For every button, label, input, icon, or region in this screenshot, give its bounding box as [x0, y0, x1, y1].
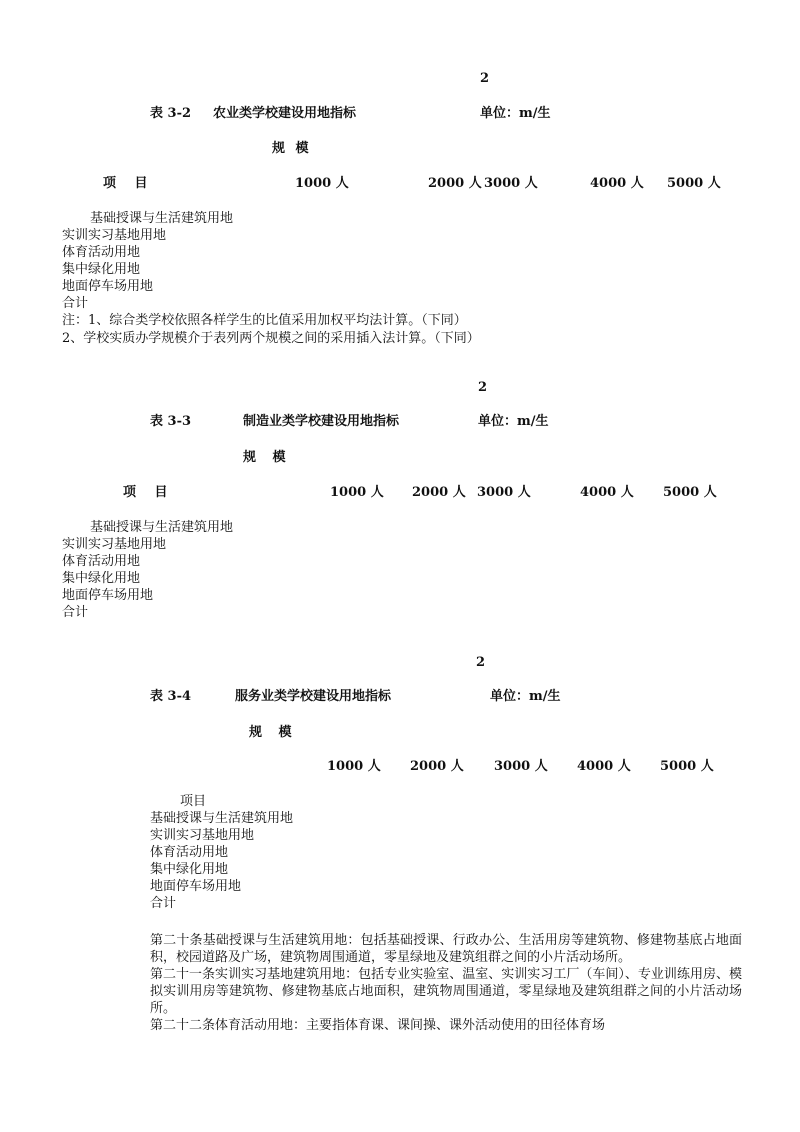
row-label: 体育活动用地 [62, 245, 141, 260]
row-label: 基础授课与生活建筑用地 [150, 811, 294, 826]
row-label: 合计 [62, 296, 89, 311]
row-label: 实训实习基地用地 [150, 828, 255, 843]
scale-label: 规 模 [272, 141, 309, 156]
body-paragraph: 第二十二条体育活动用地：主要指体育课、课间操、课外活动使用的田径体育场 [150, 1018, 606, 1033]
column-header: 5000 人 [660, 759, 714, 774]
row-label: 体育活动用地 [62, 554, 141, 569]
column-header: 2000 人 [410, 759, 464, 774]
column-header: 5000 人 [667, 176, 721, 191]
table-note: 2、学校实质办学规模介于表列两个规模之间的采用插入法计算。（下同） [62, 331, 480, 346]
column-header: 1000 人 [330, 485, 384, 500]
column-header: 3000 人 [477, 485, 531, 500]
body-paragraph: 第二十条基础授课与生活建筑用地：包括基础授课、行政办公、生活用房等建筑物、修建物基底占地面积，校园道路及广场，建筑物周围通道，零星绿地及建筑组群之间的小片活动场所。 [150, 933, 742, 965]
row-label: 集中绿化用地 [150, 862, 229, 877]
column-header: 4000 人 [577, 759, 631, 774]
column-header: 4000 人 [590, 176, 644, 191]
item-label: 项 目 [123, 485, 168, 500]
table-caption-id: 表 3-2 [150, 106, 192, 121]
column-header: 3000 人 [484, 176, 538, 191]
item-label: 项目 [180, 794, 207, 809]
column-header: 1000 人 [295, 176, 349, 191]
unit-superscript: 2 [476, 655, 486, 670]
body-paragraph: 第二十一条实训实习基地建筑用地：包括专业实验室、温室、实训实习工厂（车间）、专业训练用房、模拟实训用房等建筑物、修建物基底占地面积，建筑物周围通道，零星绿地及建筑组群之间的小片活动场所。 [150, 967, 742, 1016]
row-label: 基础授课与生活建筑用地 [90, 520, 234, 535]
row-label: 实训实习基地用地 [62, 228, 167, 243]
table-caption-title: 制造业类学校建设用地指标 [243, 414, 400, 429]
unit-superscript: 2 [480, 71, 490, 86]
table-caption-title: 服务业类学校建设用地指标 [235, 689, 392, 704]
column-header: 2000 人 [428, 176, 482, 191]
column-header: 2000 人 [412, 485, 466, 500]
row-label: 合计 [150, 896, 177, 911]
row-label: 地面停车场用地 [62, 588, 154, 603]
table-caption-title: 农业类学校建设用地指标 [213, 106, 357, 121]
table-unit: 单位：m/生 [480, 106, 551, 121]
table-unit: 单位：m/生 [478, 414, 549, 429]
table-caption-id: 表 3-4 [150, 689, 192, 704]
scale-label: 规 模 [249, 725, 292, 740]
column-header: 4000 人 [580, 485, 634, 500]
scale-label: 规 模 [243, 450, 286, 465]
row-label: 集中绿化用地 [62, 262, 141, 277]
table-unit: 单位：m/生 [490, 689, 561, 704]
row-label: 集中绿化用地 [62, 571, 141, 586]
row-label: 地面停车场用地 [62, 279, 154, 294]
table-caption-id: 表 3-3 [150, 414, 192, 429]
table-note: 注：1、综合类学校依照各样学生的比值采用加权平均法计算。（下同） [62, 313, 467, 328]
unit-superscript: 2 [478, 380, 488, 395]
row-label: 体育活动用地 [150, 845, 229, 860]
column-header: 5000 人 [663, 485, 717, 500]
column-header: 1000 人 [327, 759, 381, 774]
row-label: 合计 [62, 605, 89, 620]
row-label: 地面停车场用地 [150, 879, 242, 894]
item-label: 项 目 [103, 176, 148, 191]
row-label: 基础授课与生活建筑用地 [90, 211, 234, 226]
row-label: 实训实习基地用地 [62, 537, 167, 552]
column-header: 3000 人 [494, 759, 548, 774]
